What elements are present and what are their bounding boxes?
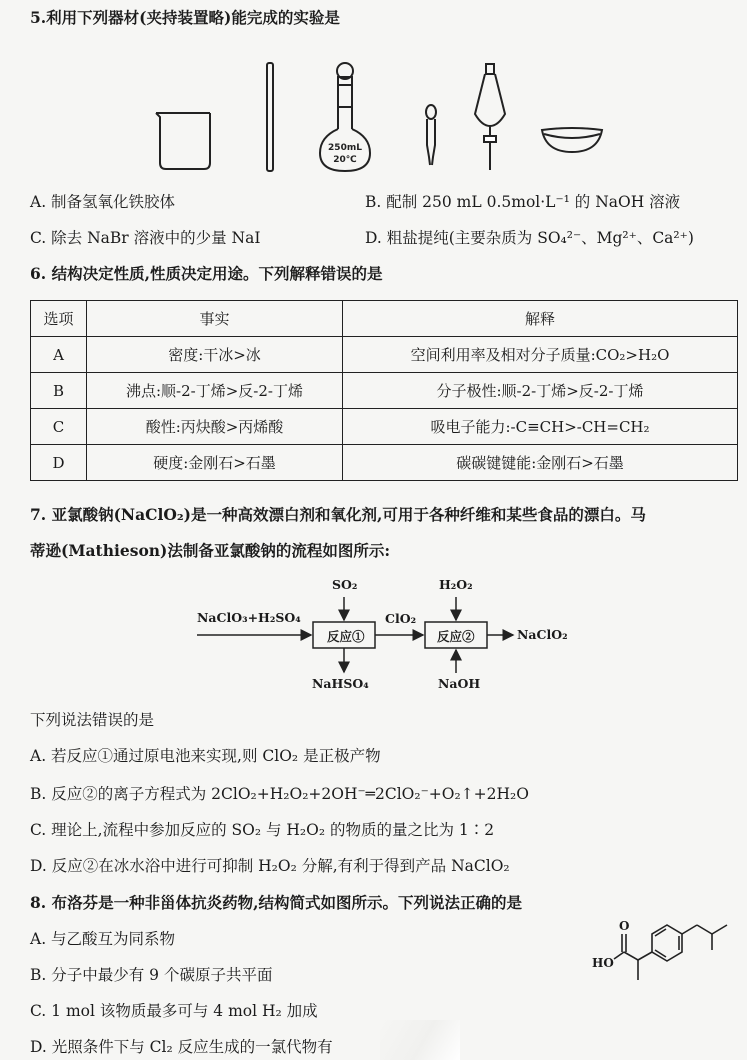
process-flow-diagram [195, 575, 585, 700]
q5-option-a: A. 制备氢氧化铁胶体 [30, 193, 176, 211]
flow-clo2-label: ClO₂ [385, 611, 417, 626]
q7-stem-line1: 7. 亚氯酸钠(NaClO₂)是一种高效漂白剂和氧化剂,可用于各种纤维和某些食品的漂白。马 [30, 505, 646, 524]
q7-option-d: D. 反应②在冰水浴中进行可抑制 H₂O₂ 分解,有利于得到产品 NaClO₂ [30, 857, 510, 875]
q8-option-d: D. 光照条件下与 Cl₂ 反应生成的一氯代物有 [30, 1038, 333, 1056]
evaporating-dish-icon [542, 128, 602, 152]
molecule-hydroxyl-label: HO [592, 956, 614, 970]
q5-option-b: B. 配制 250 mL 0.5mol·L⁻¹ 的 NaOH 溶液 [365, 193, 681, 211]
separatory-funnel-icon [475, 64, 505, 170]
flask-label-temp: 20℃ [333, 155, 357, 165]
row-explanation: 吸电子能力:-C≡CH>-CH=CH₂ [343, 409, 738, 445]
table-row [31, 445, 738, 481]
q7-prompt: 下列说法错误的是 [30, 711, 155, 729]
flow-input-label: NaClO₃+H₂SO₄ [197, 610, 301, 625]
flow-naoh-label: NaOH [438, 676, 481, 691]
table-row [31, 409, 738, 445]
ibuprofen-structure [580, 912, 745, 997]
flow-reaction2-label: 反应② [437, 629, 475, 644]
glass-rod-icon [267, 63, 273, 171]
q6-table [30, 300, 738, 481]
table-header-row [31, 301, 738, 337]
header-option: 选项 [31, 301, 87, 337]
table-row [31, 373, 738, 409]
flow-h2o2-label: H₂O₂ [439, 577, 473, 592]
row-option: D [31, 445, 87, 481]
row-fact: 密度:干冰>冰 [87, 337, 343, 373]
row-fact: 硬度:金刚石>石墨 [87, 445, 343, 481]
q7-option-a: A. 若反应①通过原电池来实现,则 ClO₂ 是正极产物 [30, 747, 381, 765]
q5-option-d: D. 粗盐提纯(主要杂质为 SO₄²⁻、Mg²⁺、Ca²⁺) [365, 229, 694, 247]
flask-label-volume: 250mL [328, 143, 362, 153]
beaker-icon [156, 113, 210, 169]
header-explanation: 解释 [343, 301, 738, 337]
flow-nahso4-label: NaHSO₄ [312, 676, 369, 691]
flow-so2-label: SO₂ [332, 577, 358, 592]
row-fact: 酸性:丙炔酸>丙烯酸 [87, 409, 343, 445]
row-fact: 沸点:顺-2-丁烯>反-2-丁烯 [87, 373, 343, 409]
q5-stem: 5.利用下列器材(夹持装置略)能完成的实验是 [30, 8, 340, 27]
q8-option-c: C. 1 mol 该物质最多可与 4 mol H₂ 加成 [30, 1002, 318, 1020]
row-explanation: 碳碳键键能:金刚石>石墨 [343, 445, 738, 481]
q8-stem: 8. 布洛芬是一种非甾体抗炎药物,结构简式如图所示。下列说法正确的是 [30, 893, 522, 912]
row-explanation: 分子极性:顺-2-丁烯>反-2-丁烯 [343, 373, 738, 409]
flow-reaction1-label: 反应① [327, 629, 365, 644]
lab-equipment-figure [140, 45, 470, 180]
q7-option-c: C. 理论上,流程中参加反应的 SO₂ 与 H₂O₂ 的物质的量之比为 1∶2 [30, 821, 495, 839]
molecule-oxygen-label: O [619, 919, 630, 933]
row-option: A [31, 337, 87, 373]
dropper-icon [426, 105, 436, 165]
flow-product-label: NaClO₂ [517, 627, 568, 642]
q7-stem-line2: 蒂逊(Mathieson)法制备亚氯酸钠的流程如图所示: [30, 541, 391, 560]
q8-option-a: A. 与乙酸互为同系物 [30, 930, 176, 948]
table-row [31, 337, 738, 373]
funnel-and-dish-figure [470, 62, 610, 174]
q6-stem: 6. 结构决定性质,性质决定用途。下列解释错误的是 [30, 264, 383, 283]
header-fact: 事实 [87, 301, 343, 337]
row-option: B [31, 373, 87, 409]
page-glare [380, 1020, 460, 1060]
row-option: C [31, 409, 87, 445]
row-explanation: 空间利用率及相对分子质量:CO₂>H₂O [343, 337, 738, 373]
q7-option-b: B. 反应②的离子方程式为 2ClO₂+H₂O₂+2OH⁻═2ClO₂⁻+O₂↑+2H₂O [30, 785, 529, 803]
q8-option-b: B. 分子中最少有 9 个碳原子共平面 [30, 966, 273, 984]
q5-option-c: C. 除去 NaBr 溶液中的少量 NaI [30, 229, 261, 247]
